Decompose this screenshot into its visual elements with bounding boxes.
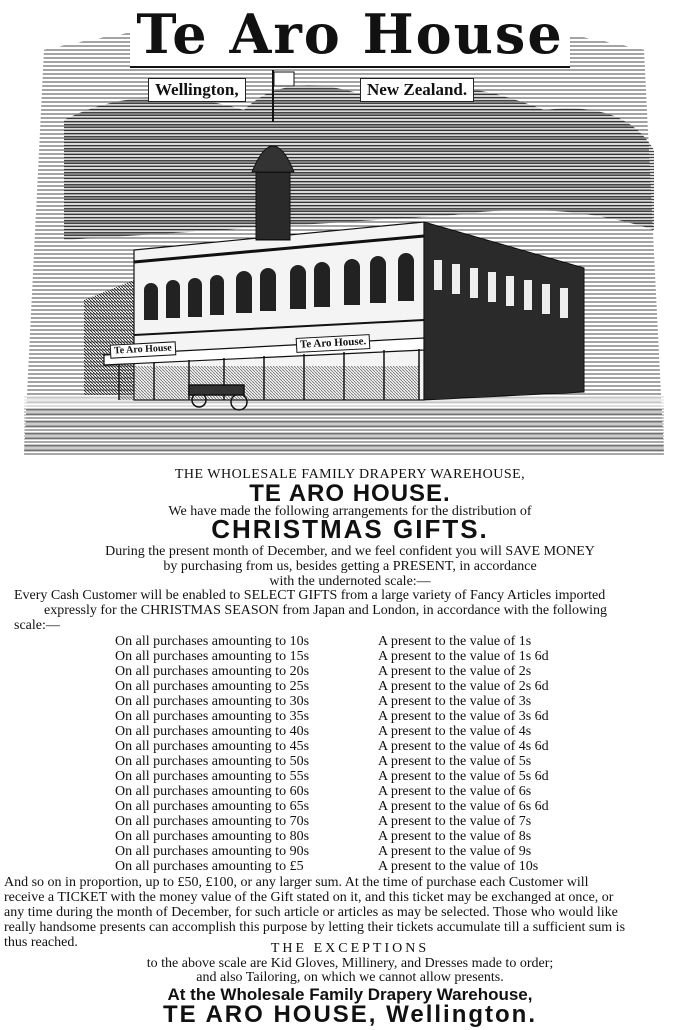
closing-line: receive a TICKET with the money value of the Gift stated on it, and this ticket may be exchanged at once, or (4, 890, 614, 905)
present-value: A present to the value of 1s (378, 634, 532, 649)
intro-line: We have made the following arrangements for the distribution of (168, 504, 532, 519)
purchase-amount: On all purchases amounting to 35s (115, 709, 310, 724)
exceptions-line: and also Tailoring, on which we cannot allow presents. (196, 970, 504, 985)
present-value: A present to the value of 6s (378, 784, 532, 799)
intro-line: with the undernoted scale:— (269, 574, 431, 589)
store-name-heading: TE ARO HOUSE. (249, 480, 451, 507)
building-engraving (24, 0, 664, 455)
exceptions-line: to the above scale are Kid Gloves, Millinery, and Dresses made to order; (146, 956, 554, 971)
intro-line: by purchasing from us, besides getting a PRESENT, in accordance (163, 559, 537, 574)
scale-row (0, 664, 700, 679)
shopfront-sign: Te Aro House. (296, 334, 371, 353)
purchase-amount: On all purchases amounting to 30s (115, 694, 310, 709)
present-value: A present to the value of 3s (378, 694, 532, 709)
scale-row (0, 724, 700, 739)
present-value: A present to the value of 7s (378, 814, 532, 829)
present-value: A present to the value of 5s (378, 754, 532, 769)
exceptions-heading: THE EXCEPTIONS (270, 941, 430, 956)
store-footer-line: TE ARO HOUSE, Wellington. (163, 1001, 537, 1028)
shopfront-sign-left: Te Aro House (110, 341, 176, 358)
scale-row (0, 769, 700, 784)
purchase-amount: On all purchases amounting to 60s (115, 784, 310, 799)
purchase-amount: On all purchases amounting to 40s (115, 724, 310, 739)
purchase-amount: On all purchases amounting to 10s (115, 634, 310, 649)
scale-row (0, 859, 700, 874)
present-value: A present to the value of 4s 6d (378, 739, 549, 754)
purchase-amount: On all purchases amounting to 70s (115, 814, 310, 829)
scale-row (0, 634, 700, 649)
present-value: A present to the value of 4s (378, 724, 532, 739)
engraving-drawing (24, 0, 664, 455)
purchase-amount: On all purchases amounting to 90s (115, 844, 310, 859)
title-text: Te Aro House (130, 2, 569, 68)
purchase-amount: On all purchases amounting to 55s (115, 769, 310, 784)
page-title (0, 2, 700, 68)
warehouse-heading: THE WHOLESALE FAMILY DRAPERY WAREHOUSE, (174, 467, 526, 482)
closing-line: really handsome presents can accomplish this purpose by letting their tickets accumulate till a sufficient sum is (4, 920, 626, 935)
scale-row (0, 679, 700, 694)
present-value: A present to the value of 1s 6d (378, 649, 549, 664)
closing-line: any time during the month of December, for such article or articles as may be selected. Those who would like (4, 905, 618, 920)
warehouse-footer-line: At the Wholesale Family Drapery Warehouse, (167, 985, 533, 1004)
christmas-gifts-heading: CHRISTMAS GIFTS. (211, 514, 489, 544)
purchase-amount: On all purchases amounting to 50s (115, 754, 310, 769)
scale-row (0, 844, 700, 859)
scale-row (0, 694, 700, 709)
purchase-amount: On all purchases amounting to 15s (115, 649, 310, 664)
intro-line: Every Cash Customer will be enabled to SELECT GIFTS from a large variety of Fancy Articles imported (14, 588, 606, 603)
intro-line: expressly for the CHRISTMAS SEASON from Japan and London, in accordance with the following (44, 603, 608, 618)
present-value: A present to the value of 8s (378, 829, 532, 844)
intro-line: During the present month of December, and we feel confident you will SAVE MONEY (105, 544, 595, 559)
purchase-amount: On all purchases amounting to 65s (115, 799, 310, 814)
place-left: Wellington, (148, 78, 246, 102)
purchase-amount: On all purchases amounting to 80s (115, 829, 310, 844)
scale-row (0, 739, 700, 754)
scale-row (0, 709, 700, 724)
scale-row (0, 784, 700, 799)
scale-row (0, 814, 700, 829)
purchase-amount: On all purchases amounting to £5 (115, 859, 304, 874)
scale-row (0, 829, 700, 844)
present-value: A present to the value of 10s (378, 859, 539, 874)
present-value: A present to the value of 2s 6d (378, 679, 549, 694)
place-right: New Zealand. (360, 78, 474, 102)
intro-line: scale:— (14, 618, 60, 633)
scale-row (0, 649, 700, 664)
scale-row (0, 754, 700, 769)
present-value: A present to the value of 5s 6d (378, 769, 549, 784)
purchase-amount: On all purchases amounting to 45s (115, 739, 310, 754)
scale-row (0, 799, 700, 814)
purchase-amount: On all purchases amounting to 25s (115, 679, 310, 694)
present-value: A present to the value of 3s 6d (378, 709, 549, 724)
closing-line: thus reached. (4, 935, 78, 950)
present-value: A present to the value of 9s (378, 844, 532, 859)
closing-line: And so on in proportion, up to £50, £100, or any larger sum. At the time of purchase each Customer will (4, 875, 589, 890)
present-value: A present to the value of 6s 6d (378, 799, 549, 814)
present-value: A present to the value of 2s (378, 664, 532, 679)
purchase-amount: On all purchases amounting to 20s (115, 664, 310, 679)
